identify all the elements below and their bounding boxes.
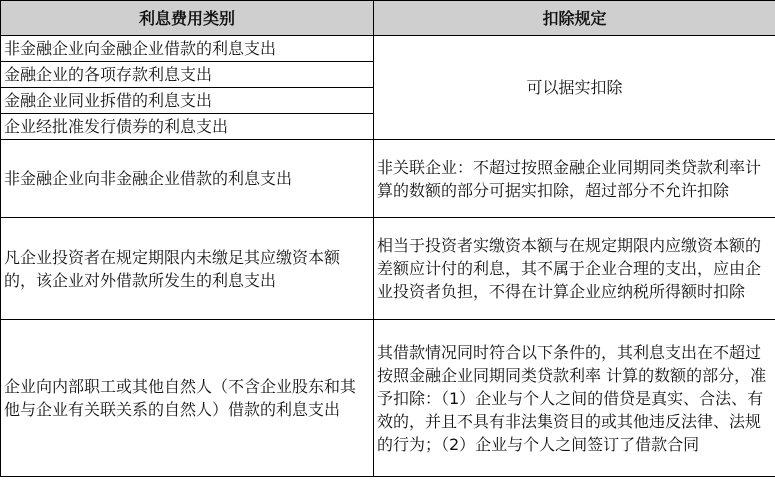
rule-cell: 相当于投资者实缴资本额与在规定期限内应缴资本额的差额应计付的利息，其不属于企业合理的支出，应由企业投资者负担，不得在计算企业应纳税所得额时扣除 (374, 218, 775, 320)
category-cell: 非金融企业向金融企业借款的利息支出 (1, 36, 374, 62)
header-category: 利息费用类别 (1, 1, 374, 36)
category-cell: 非金融企业向非金融企业借款的利息支出 (1, 140, 374, 218)
category-cell: 企业向内部职工或其他自然人（不含企业股东和其他与企业有关联关系的自然人）借款的利息支出 (1, 320, 374, 477)
header-rule: 扣除规定 (374, 1, 775, 36)
table-row (1, 140, 775, 218)
category-cell: 凡企业投资者在规定期限内未缴足其应缴资本额的，该企业对外借款所发生的利息支出 (1, 218, 374, 320)
rule-cell: 其借款情况同时符合以下条件的，其利息支出在不超过按照金融企业同期同类贷款利率 计算的数额的部分，准予扣除：（1）企业与个人之间的借贷是真实、合法、有效的，并且不具有非法集资目的或其他违反法律、法规的行为；（2）企业与个人之间签订了借款合同 (374, 320, 775, 477)
table-row (1, 218, 775, 320)
category-cell: 金融企业同业拆借的利息支出 (1, 88, 374, 114)
table-header-row (1, 1, 775, 36)
table-row (1, 36, 775, 62)
rule-cell: 非关联企业：不超过按照金融企业同期同类贷款利率计算的数额的部分可据实扣除，超过部分不允许扣除 (374, 140, 775, 218)
category-cell: 金融企业的各项存款利息支出 (1, 62, 374, 88)
rule-cell: 可以据实扣除 (374, 36, 775, 140)
category-cell: 企业经批准发行债券的利息支出 (1, 114, 374, 140)
table-row (1, 320, 775, 477)
